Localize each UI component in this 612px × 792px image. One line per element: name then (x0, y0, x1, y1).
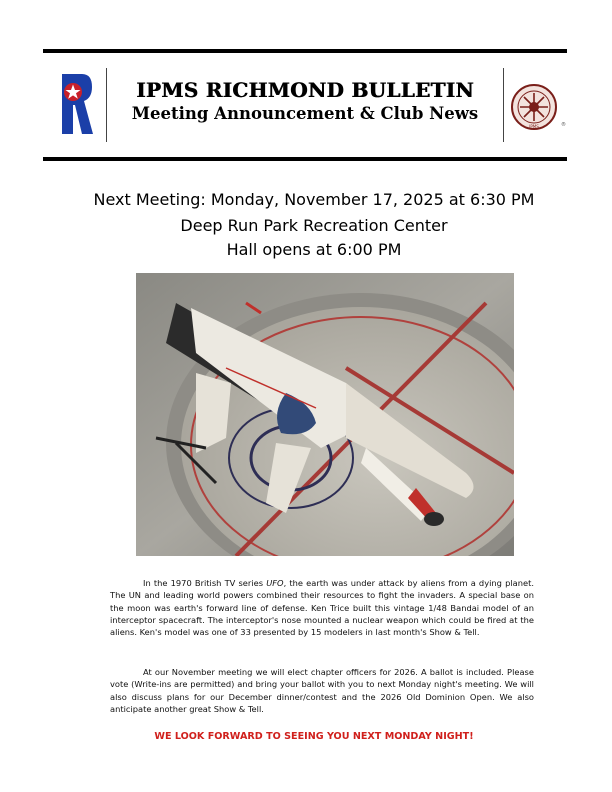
meeting-location-line: Deep Run Park Recreation Center (180, 216, 448, 235)
bulletin-subtitle: Meeting Announcement & Club News (131, 104, 479, 123)
closing-message: WE LOOK FORWARD TO SEEING YOU NEXT MONDAY NIGHT! (154, 731, 474, 742)
series-name: UFO (266, 578, 284, 588)
article-paragraph-2: At our November meeting we will elect chapter officers for 2026. A ballot is included. Please vote (Write-ins are permitted) and bring your ballot with you to next Monday night's meeting. We will also discuss plans for our December dinner/contest and the 2026 Old Dominion Open. We also anticipate another great Show & Tell. (110, 667, 534, 714)
meeting-date-line: Next Meeting: Monday, November 17, 2025 at 6:30 PM (93, 190, 535, 209)
ipms-seal-logo (510, 82, 566, 132)
header-divider-right (503, 68, 504, 142)
seal-lettering: IPMS (529, 124, 539, 129)
header-top-rule (43, 49, 567, 53)
bulletin-title: IPMS RICHMOND BULLETIN (136, 78, 474, 102)
svg-text:®: ® (561, 122, 566, 128)
article-paragraph-1: In the 1970 British TV series UFO, the earth was under attack by aliens from a dying planet. The UN and leading world powers combined their resources to fight the invaders. A special base on the moon was earth's forward line of defense. Ken Trice built this vintage 1/48 Bandai model of an interceptor spacecraft. The interceptor's nose mounted a nuclear weapon which could be fired at the aliens. Ken's model was one of 33 presented by 15 modelers in last month's Show & Tell. (110, 578, 534, 638)
meeting-hall-open-line: Hall opens at 6:00 PM (226, 240, 402, 259)
interceptor-model-photo (136, 273, 514, 556)
header-bottom-rule (43, 157, 567, 161)
header-divider-left (106, 68, 107, 142)
richmond-r-logo (60, 72, 94, 136)
